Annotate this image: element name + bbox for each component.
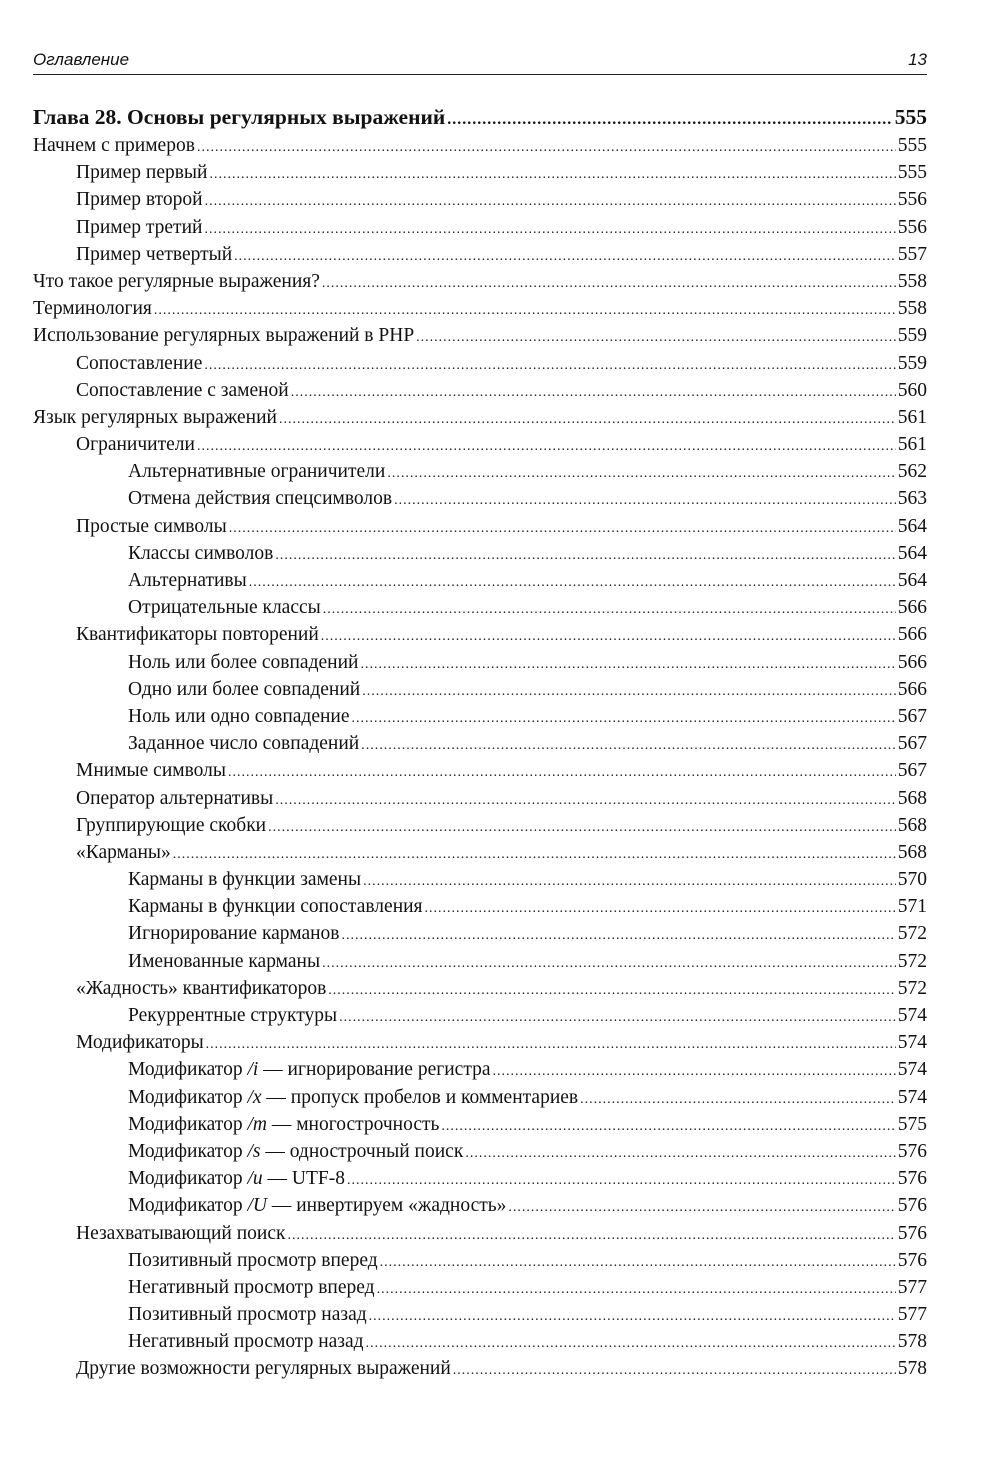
toc-entry-title: Игнорирование карманов [128, 923, 340, 945]
dot-leader [447, 105, 893, 132]
toc-entry-title-prefix: Модификатор [128, 1059, 248, 1081]
toc-entry-page-number: 570 [897, 869, 927, 891]
toc-entry-title: Пример второй [76, 189, 203, 211]
dot-leader [249, 569, 896, 594]
dot-leader [362, 678, 896, 703]
toc-entry-page-number: 566 [897, 624, 927, 646]
dot-leader [275, 787, 896, 812]
toc-entry-page-number: 576 [897, 1168, 927, 1190]
toc-entry [33, 839, 927, 866]
toc-entry-page-number: 576 [897, 1195, 927, 1217]
dot-leader [369, 1303, 896, 1328]
dot-leader [361, 732, 896, 757]
toc-entry-title [128, 1165, 345, 1192]
header-section-title: Оглавление [33, 50, 130, 69]
dot-leader [377, 1276, 896, 1301]
dot-leader [508, 1194, 895, 1219]
toc-entry-page-number: 555 [897, 162, 927, 184]
toc-entry [33, 241, 927, 268]
toc-entry-page-number: 558 [897, 270, 927, 292]
toc-entry-page-number: 563 [897, 488, 927, 510]
toc-entry-page-number: 568 [897, 814, 927, 836]
toc-entry-title: Незахватывающий поиск [76, 1222, 286, 1244]
toc-entry-title: Позитивный просмотр назад [128, 1304, 367, 1326]
toc-entry-title: Группирующие скобки [76, 814, 267, 836]
toc-entry-title: Другие возможности регулярных выражений [76, 1358, 451, 1380]
toc-entry-title: «Карманы» [76, 841, 171, 863]
toc-entry-page-number: 577 [897, 1276, 927, 1298]
toc-entry-title: Отрицательные классы [128, 597, 321, 619]
toc-entry-page-number: 567 [897, 705, 927, 727]
toc-entry-page-number: 576 [897, 1222, 927, 1244]
toc-entry-title: Ограничители [76, 434, 195, 456]
toc-entry-modifier-code: /u [247, 1168, 263, 1190]
toc-entry [33, 322, 927, 349]
toc-entry-page-number: 572 [897, 977, 927, 999]
toc-entry-page-number: 556 [897, 216, 927, 238]
toc-entry-modifier-code: /x [247, 1086, 262, 1108]
toc-entry-title: Пример первый [76, 162, 208, 184]
dot-leader [268, 814, 896, 839]
dot-leader [441, 1113, 895, 1138]
toc-entry-page-number: 576 [897, 1140, 927, 1162]
toc-entry-page-number: 557 [897, 243, 927, 265]
toc-entry [33, 1002, 927, 1029]
dot-leader [352, 705, 896, 730]
toc-entry-title: Классы символов [128, 542, 274, 564]
toc-entry-page-number: 578 [897, 1331, 927, 1353]
toc-entry-page-number: 566 [897, 651, 927, 673]
toc-entry-title [128, 1138, 463, 1165]
toc-entry-title: Ноль или одно совпадение [128, 705, 350, 727]
toc-entry [33, 1355, 927, 1382]
toc-entry-page-number: 568 [897, 841, 927, 863]
toc-entry [33, 594, 927, 621]
toc-entry-title: Отмена действия спецсимволов [128, 488, 393, 510]
dot-leader [173, 841, 896, 866]
toc-entry-page-number: 578 [897, 1358, 927, 1380]
toc-entry-page-number: 577 [897, 1304, 927, 1326]
dot-leader [154, 297, 896, 322]
dot-leader [363, 868, 896, 893]
toc-entry-title-suffix: — UTF-8 [262, 1168, 345, 1190]
toc-entry-title: Терминология [33, 298, 152, 320]
dot-leader [394, 487, 896, 512]
toc-entry-page-number: 556 [897, 189, 927, 211]
dot-leader [321, 623, 896, 648]
toc-entry-page-number: 555 [894, 105, 927, 129]
toc-entry-title: Альтернативы [128, 570, 247, 591]
dot-leader [209, 161, 895, 186]
toc-entry-page-number: 559 [897, 352, 927, 374]
toc-entry-modifier-code: /i [247, 1059, 259, 1081]
toc-entry [33, 1138, 927, 1165]
dot-leader [465, 1140, 895, 1165]
toc-entry-page-number: 567 [897, 733, 927, 755]
toc-entry [33, 186, 927, 213]
toc-entry-title: Рекуррентные структуры [128, 1005, 338, 1026]
toc-chapter-heading [33, 102, 927, 132]
toc-entry-title [128, 1192, 506, 1219]
toc-entry [33, 1192, 927, 1219]
toc-entry-title-suffix: — пропуск пробелов и комментариев [261, 1086, 579, 1108]
toc-entry-title [128, 1084, 578, 1111]
toc-entry-page-number: 562 [897, 461, 927, 483]
toc-entry-page-number: 558 [897, 298, 927, 320]
dot-leader [339, 1004, 896, 1029]
dot-leader [416, 324, 896, 349]
toc-entry [33, 377, 927, 404]
toc-entry [33, 485, 927, 512]
dot-leader [493, 1058, 896, 1083]
dot-leader [204, 216, 895, 241]
toc-entry-page-number: 571 [897, 896, 927, 918]
toc-entry-title: Альтернативные ограничители [128, 461, 386, 483]
toc-entry [33, 893, 927, 920]
toc-entry-title: Пример третий [76, 216, 203, 238]
toc-entry [33, 1301, 927, 1328]
toc-entry-page-number: 561 [897, 406, 927, 428]
toc-entry-title: Простые символы [76, 515, 227, 537]
toc-entry-title: Ноль или более совпадений [128, 651, 359, 673]
toc-entry-page-number: 574 [897, 1032, 927, 1054]
toc-entry-title: Карманы в функции сопоставления [128, 896, 423, 918]
toc-entry-page-number: 564 [897, 570, 927, 591]
dot-leader [279, 406, 896, 431]
toc-entry-title-suffix: — игнорирование регистра [258, 1059, 491, 1081]
toc-entry [33, 214, 927, 241]
toc-entry-page-number: 574 [897, 1005, 927, 1026]
toc-entry-title: Использование регулярных выражений в PHP [33, 325, 415, 347]
dot-leader [291, 379, 896, 404]
toc-entry-page-number: 566 [897, 678, 927, 700]
toc-entry-page-number: 574 [897, 1086, 927, 1108]
dot-leader [229, 515, 896, 540]
toc-entry-title: Квантификаторы повторений [76, 624, 319, 646]
toc-entry [33, 649, 927, 676]
toc-entry-title: Начнем с примеров [33, 135, 195, 156]
dot-leader [228, 759, 896, 784]
dot-leader [425, 895, 896, 920]
toc-entry [33, 268, 927, 295]
toc-entry [33, 1220, 927, 1247]
dot-leader [197, 433, 896, 458]
toc-entry-page-number: 575 [897, 1113, 927, 1135]
toc-entry-title [128, 1056, 491, 1083]
running-header [33, 48, 927, 75]
dot-leader [234, 243, 896, 268]
toc-entry-page-number: 560 [897, 379, 927, 401]
toc-entry [33, 975, 927, 1002]
toc-entry [33, 159, 927, 186]
toc-entry [33, 812, 927, 839]
toc-entry-modifier-code: /s [247, 1140, 261, 1162]
toc-entry-title: Что такое регулярные выражения? [33, 270, 320, 292]
toc-entry [33, 1274, 927, 1301]
toc-entry [33, 621, 927, 648]
toc-entry-page-number: 564 [897, 515, 927, 537]
toc-entry [33, 540, 927, 567]
toc-entry-title-prefix: Модификатор [128, 1140, 248, 1162]
toc-entry-title-prefix: Модификатор [128, 1086, 248, 1108]
toc-entry-page-number: 574 [897, 1059, 927, 1081]
toc-entry [33, 866, 927, 893]
toc-entry-title: Негативный просмотр вперед [128, 1276, 375, 1298]
toc-entry-title-prefix: Модификатор [128, 1168, 248, 1190]
toc-entry [33, 458, 927, 485]
toc-entry-title: Оператор альтернативы [76, 787, 274, 809]
toc-entry [33, 1165, 927, 1192]
dot-leader [206, 1031, 896, 1056]
dot-leader [322, 270, 896, 295]
toc-entry-title: Негативный просмотр назад [128, 1331, 364, 1353]
dot-leader [342, 922, 896, 947]
header-page-number: 13 [908, 50, 927, 69]
toc-entry [33, 1056, 927, 1083]
toc-entry [33, 1111, 927, 1138]
toc-entry [33, 920, 927, 947]
toc-entry-title: Пример четвертый [76, 243, 233, 265]
toc-entry-title-suffix: — многострочность [266, 1113, 440, 1135]
toc-entry [33, 948, 927, 975]
toc-entry-page-number: 564 [897, 542, 927, 564]
toc-entry-title: Сопоставление [76, 352, 203, 374]
toc-entry-title: «Жадность» квантификаторов [76, 977, 327, 999]
toc-entry [33, 567, 927, 594]
toc-entry-modifier-code: /m [247, 1113, 267, 1135]
toc-entry-title: Язык регулярных выражений [33, 406, 277, 428]
toc-entry-title [128, 1111, 439, 1138]
toc-entry-title: Одно или более совпадений [128, 678, 361, 700]
toc-entry [33, 513, 927, 540]
toc-entry-title: Мнимые символы [76, 760, 227, 782]
toc-entry-page-number: 572 [897, 950, 927, 972]
toc-entry [33, 404, 927, 431]
toc-entry [33, 1247, 927, 1274]
dot-leader [205, 188, 896, 213]
toc-entry-title: Именованные карманы [128, 950, 321, 972]
toc-entry [33, 676, 927, 703]
toc-entry-title: Карманы в функции замены [128, 869, 362, 891]
dot-leader [453, 1357, 896, 1382]
toc-entry-title: Заданное число совпадений [128, 733, 360, 755]
toc-entry-page-number: 559 [897, 325, 927, 347]
toc-entry-page-number: 566 [897, 597, 927, 619]
dot-leader [347, 1167, 896, 1192]
toc-entry-title-prefix: Модификатор [128, 1195, 248, 1217]
toc-entry-modifier-code: /U [247, 1195, 267, 1217]
toc-entry [33, 350, 927, 377]
toc-entry-page-number: 567 [897, 760, 927, 782]
toc-entry-page-number: 561 [897, 434, 927, 456]
dot-leader [204, 352, 895, 377]
dot-leader [366, 1330, 896, 1355]
dot-leader [275, 542, 895, 567]
toc-entry [33, 730, 927, 757]
dot-leader [380, 1249, 896, 1274]
toc-entry [33, 132, 927, 159]
dot-leader [322, 950, 896, 975]
toc-entry-page-number: 572 [897, 923, 927, 945]
toc-entry-title: Сопоставление с заменой [76, 379, 289, 401]
toc-entry-page-number: 576 [897, 1249, 927, 1271]
dot-leader [328, 977, 895, 1002]
toc-entry [33, 1328, 927, 1355]
table-of-contents [33, 102, 927, 1383]
toc-entry-page-number: 555 [897, 135, 927, 156]
toc-entry [33, 431, 927, 458]
dot-leader [580, 1086, 896, 1111]
toc-entry [33, 785, 927, 812]
dot-leader [323, 596, 896, 621]
toc-entry [33, 703, 927, 730]
dot-leader [360, 651, 895, 676]
toc-entry [33, 295, 927, 322]
toc-entry-title-suffix: — однострочный поиск [260, 1140, 464, 1162]
toc-entry [33, 757, 927, 784]
toc-entry [33, 1029, 927, 1056]
toc-entry-title: Модификаторы [76, 1032, 204, 1054]
toc-entry [33, 1084, 927, 1111]
toc-entry-title-prefix: Модификатор [128, 1113, 248, 1135]
toc-entry-page-number: 568 [897, 787, 927, 809]
toc-entry-title: Глава 28. Основы регулярных выражений [33, 105, 446, 129]
dot-leader [197, 134, 896, 159]
toc-entry-title: Позитивный просмотр вперед [128, 1249, 378, 1271]
dot-leader [288, 1222, 896, 1247]
dot-leader [387, 460, 895, 485]
toc-entry-title-suffix: — инвертируем «жадность» [266, 1195, 507, 1217]
